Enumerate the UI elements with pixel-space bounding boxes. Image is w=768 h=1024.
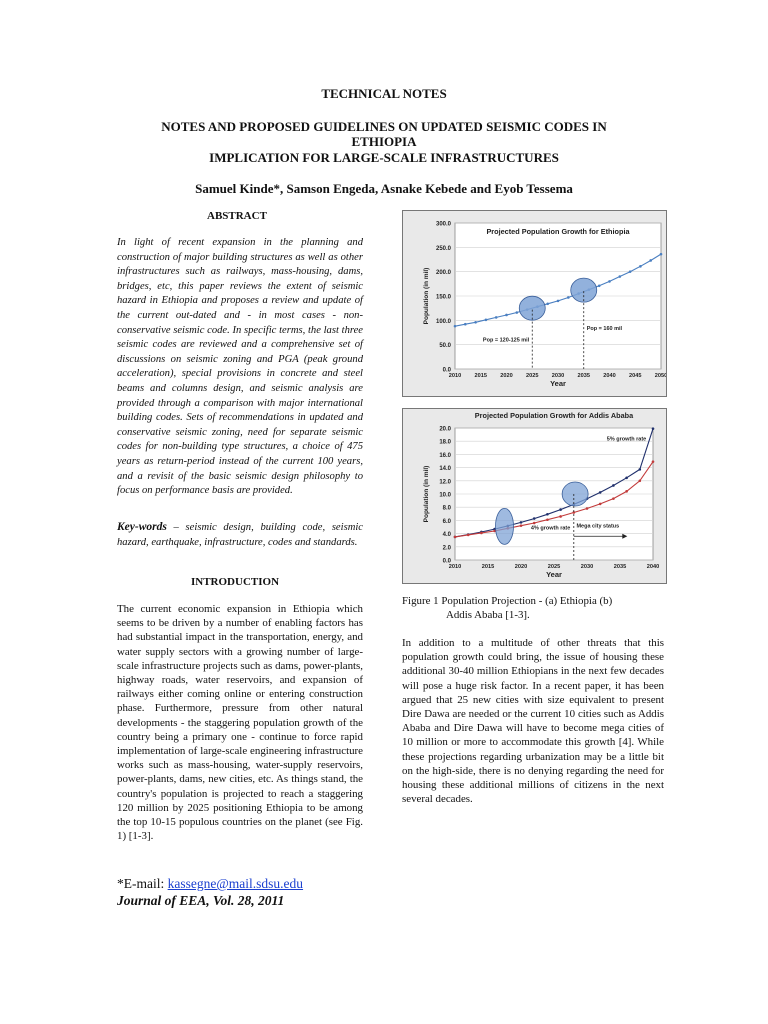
y-tick-label: 20.0 [439,426,451,433]
data-point [533,522,536,525]
series-label-4pct: 4% growth rate [530,525,571,532]
y-tick-label: 4.0 [442,532,451,539]
data-point [467,534,470,537]
annotation-2025: Pop = 120-125 mil [482,337,530,344]
data-point [520,524,523,527]
data-point [660,253,663,256]
data-point [557,300,560,303]
data-point [559,515,562,518]
data-point [586,507,589,510]
x-tick-label: 2015 [481,564,495,570]
data-point [619,275,622,278]
data-point [649,259,652,262]
y-tick-label: 300.0 [435,221,451,228]
data-point [516,311,519,314]
data-point [629,270,632,273]
y-tick-label: 150.0 [435,294,451,301]
x-tick-label: 2010 [448,564,462,570]
x-axis-label: Year [550,379,566,388]
ethiopia-chart-panel [402,210,667,397]
x-tick-label: 2035 [613,564,627,570]
data-point [608,280,611,283]
data-point [625,490,628,493]
highlight-circle-2025 [519,296,545,320]
data-point [454,536,457,539]
data-point [625,477,628,480]
data-point [612,497,615,500]
data-point [505,314,508,317]
data-point [546,518,549,521]
chart-title: Projected Population Growth for Ethiopia [486,227,630,236]
keywords-text: – seismic design, building code, seismic hazard, earthquake, infrastructure, codes and standards. [117,522,363,548]
y-tick-label: 16.0 [439,452,451,459]
y-tick-label: 0.0 [442,367,451,374]
y-tick-label: 200.0 [435,270,451,277]
y-tick-label: 14.0 [439,466,451,473]
highlight-circle-megacity [562,482,588,506]
x-tick-label: 2015 [474,373,487,379]
email-line [117,876,303,892]
megacity-label: Mega city status [576,523,620,530]
figure-caption-line1: Figure 1 Population Projection - (a) Ethiopia (b) [402,595,613,607]
y-tick-label: 250.0 [435,245,451,252]
x-axis-label: Year [546,570,562,579]
highlight-circle-2035 [571,278,597,302]
data-point [520,521,523,524]
data-point [464,323,467,326]
x-tick-label: 2020 [500,373,513,379]
data-point [559,508,562,511]
x-tick-label: 2050 [654,373,666,379]
addis-population-chart [403,409,666,583]
figure-caption-line2: Addis Ababa [1-3]. [446,609,530,621]
discussion-text: In addition to a multitude of other threats that this population growth could bring, the issue of housing these additional 30-40 million Ethiopians in the next few decades will pose a huge risk factor. In a recent paper, it has been argued that 25 new cities with size equivalent to present Dire Dawa are needed or the current 10 cities such as Addis Ababa and Dire Dawa will have to become mega cities of 10 million or more to accommodate this growth [4]. While these projections regarding urbanization may be a little bit on the high-side, there is no denying regarding the need for housing these additional millions of citizens in the next several decades. [402,637,664,806]
author-list: Samuel Kinde*, Samson Engeda, Asnake Kebede and Eyob Tessema [195,181,573,196]
keywords-label: Key-words [117,521,167,533]
data-point [598,284,601,287]
x-tick-label: 2040 [646,564,660,570]
data-point [639,480,642,483]
x-tick-label: 2025 [526,373,539,379]
section-label: TECHNICAL NOTES [321,86,447,101]
data-point [533,517,536,520]
paper-title-line3: IMPLICATION FOR LARGE-SCALE INFRASTRUCTURES [209,150,559,165]
journal-reference: Journal of EEA, Vol. 28, 2011 [117,893,285,908]
series-label-5pct: 5% growth rate [606,436,647,443]
y-tick-label: 50.0 [439,343,451,350]
data-point [639,265,642,268]
addis-chart-panel [402,408,667,584]
data-point [495,316,498,319]
annotation-2035: Pop = 160 mil [586,326,623,333]
y-tick-label: 8.0 [442,505,451,512]
y-tick-label: 10.0 [439,492,451,499]
x-tick-label: 2030 [551,373,565,379]
y-tick-label: 12.0 [439,479,451,486]
x-tick-label: 2010 [448,373,462,379]
data-point [612,484,615,487]
data-point [652,460,655,463]
keywords-paragraph [117,520,363,550]
data-point [485,319,488,322]
y-tick-label: 2.0 [442,545,451,552]
x-tick-label: 2020 [514,564,528,570]
data-point [546,302,549,305]
x-tick-label: 2030 [580,564,594,570]
data-point [454,325,457,328]
data-point [480,532,483,535]
data-point [474,321,477,324]
abstract-heading: ABSTRACT [207,210,267,222]
data-point [652,427,655,430]
y-tick-label: 18.0 [439,439,451,446]
data-point [567,296,570,299]
email-link[interactable]: kassegne@mail.sdsu.edu [167,876,304,891]
x-tick-label: 2025 [547,564,561,570]
introduction-heading: INTRODUCTION [191,576,280,588]
paper-title-line1: NOTES AND PROPOSED GUIDELINES ON UPDATED SEISMIC CODES IN [161,119,607,134]
x-tick-label: 2045 [629,373,642,379]
x-tick-label: 2040 [603,373,616,379]
y-tick-label: 0.0 [442,558,451,565]
y-axis-label: Population (in mil) [423,465,430,523]
paper-title-line2: ETHIOPIA [351,134,417,149]
data-point [599,503,602,506]
y-axis-label: Population (in mil) [423,267,430,325]
data-point [639,468,642,471]
introduction-text: The current economic expansion in Ethiopia which seems to be driven by a number of enabling factors has had substantial impact in the transportation, energy, and water supply sectors with a growing number of large-scale infrastructure projects such as dams, power-plants, highway roads, water reservoirs, and expansion of railways either coming online or entering construction phase. Furthermore, pressure from other natural developments - the staggering population growth of the country being a primary one - continue to force rapid implementation of large-scale engineering infrastructure works such as mass-housing, water-supply reservoirs, power-plants, dams, new cities, etc. As things stand, the country's population is projected to reach a staggering 120 million by 2025 positioning Ethiopia to be among the top 10-15 populous countries on the planet (see Fig. 1) [1-3]. [117,603,363,843]
data-point [599,491,602,494]
abstract-text: In light of recent expansion in the planning and construction of major building structures as well as other infrastructures such as railways, mass-housing, dams, bridges, etc, this paper reviews the extent of seismic hazard in Ethiopia and proposes a review and update of the current out-dated and - in most cases - non-conservative seismic code. In specific terms, the last three seismic codes are reviewed and a comprehensive set of discussions on seismic zoning and PGA (peak ground acceleration), special provisions in concrete and steel beams and columns design, and seismic analysis are provided through a comparison with major international building codes. Sets of recommendations in updated and conservative seismic zoning, need for separate seismic codes for non-building type structures, a choice of 475 years as return-period instead of the current 100 years, and a revisit of the basic seismic design philosophy to focus on performance basis are provided. [117,237,363,497]
y-tick-label: 100.0 [435,318,451,325]
chart-title: Projected Population Growth for Addis Ababa [474,411,634,420]
x-tick-label: 2035 [577,373,590,379]
ethiopia-population-chart [403,211,666,396]
email-label: *E-mail: [117,876,168,891]
y-tick-label: 6.0 [442,518,451,525]
data-point [546,513,549,516]
highlight-circle-early [496,508,514,544]
